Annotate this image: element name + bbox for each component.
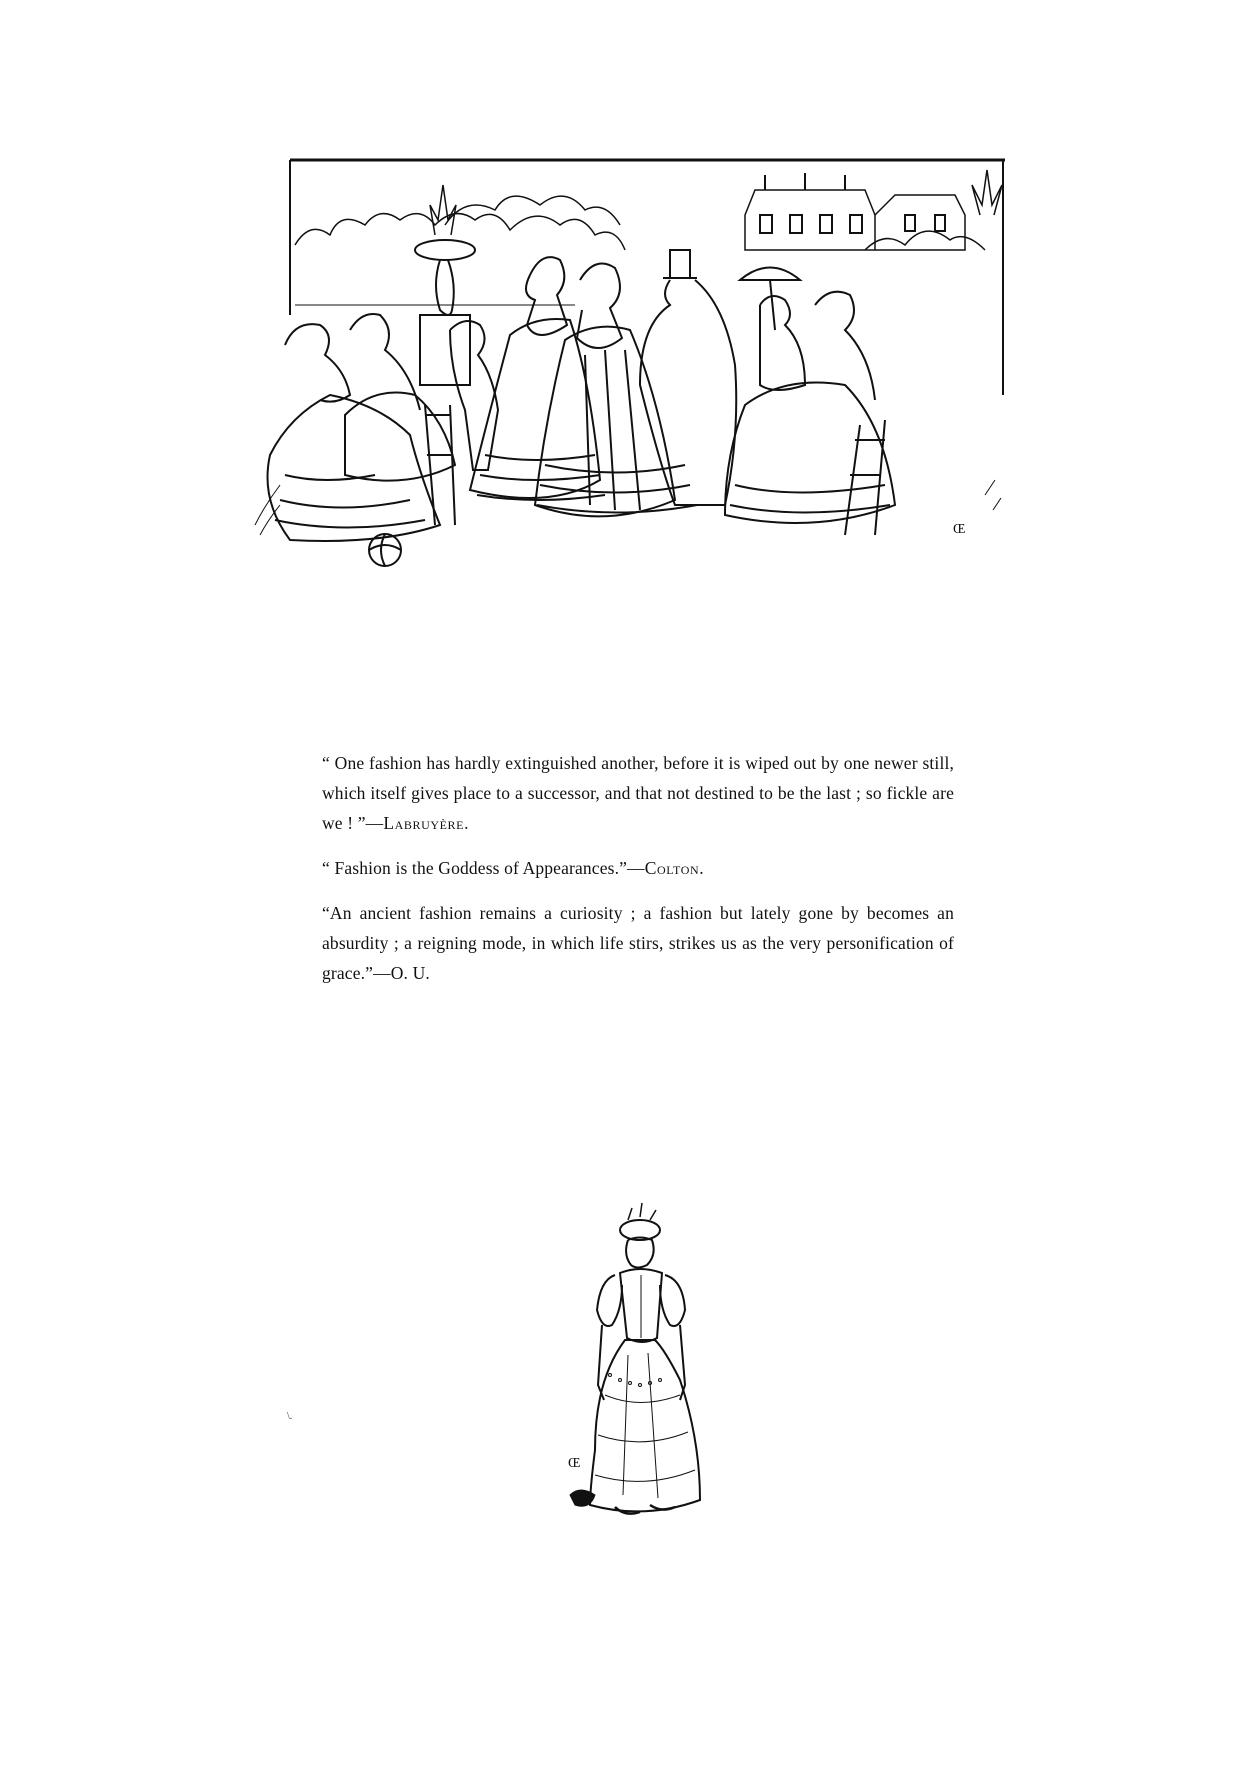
quote-text: “An ancient fashion remains a curiosity ; a fashion but lately gone by becomes an absurdity ; a reigning mode, in which life stirs, strikes us as the very personification of grace.”— (322, 903, 954, 983)
stray-mark: \. (287, 1411, 293, 1422)
quote-author: Labruyère. (383, 813, 470, 833)
lady-from-behind-illustration (540, 1195, 720, 1535)
quote-author: Colton. (644, 858, 705, 878)
quotations-block (322, 748, 954, 1003)
artist-monogram: Œ (568, 1456, 581, 1471)
quote-ou (322, 898, 954, 988)
quote-text: “ Fashion is the Goddess of Appearances.”— (322, 858, 645, 878)
quote-labruyere (322, 748, 954, 838)
quote-colton (322, 853, 954, 883)
quote-text: “ One fashion has hardly extinguished another, before it is wiped out by one newer still, which itself gives place to a successor, and that not destined to be the last ; so fickle are we ! ”— (322, 753, 954, 833)
quote-author: O. U. (390, 963, 430, 983)
garden-scene-illustration (245, 155, 1005, 635)
artist-monogram: Œ (953, 522, 966, 537)
